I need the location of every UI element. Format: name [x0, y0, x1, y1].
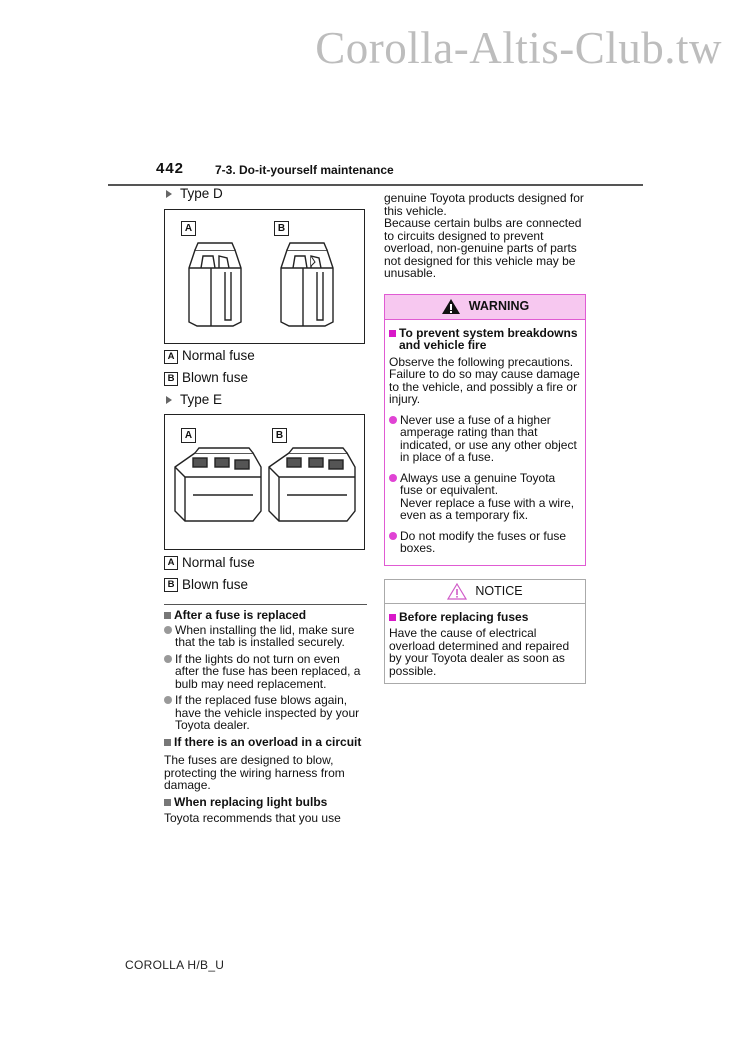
- circle-bullet-icon: [389, 474, 397, 482]
- continued-text: genuine Toyota products designed for this vehicle.: [384, 191, 584, 218]
- after-fuse-heading: After a fuse is replaced: [164, 609, 367, 622]
- notice-box: [384, 579, 586, 685]
- square-bullet-icon: [164, 739, 171, 746]
- warning-box: [384, 294, 586, 566]
- circle-bullet-icon: [389, 416, 397, 424]
- notice-body: [385, 604, 585, 684]
- label-a-box: A: [181, 428, 196, 443]
- notice-subtitle: Before replacing fuses: [389, 611, 581, 624]
- list-item: If the replaced fuse blows again, have the vehicle inspected by your Toyota dealer.: [164, 694, 367, 732]
- type-e-figure: [164, 414, 365, 550]
- warning-intro-1: Observe the following precautions.: [389, 354, 574, 369]
- bulbs-text: Toyota recommends that you use: [164, 811, 341, 825]
- circle-bullet-icon: [164, 626, 172, 634]
- right-column: [384, 192, 586, 684]
- overload-heading: If there is an overload in a circuit: [164, 736, 367, 749]
- warning-title: WARNING: [468, 299, 530, 314]
- overload-text: The fuses are designed to blow, protecting the wiring harness from damage.: [164, 753, 345, 792]
- list-item: Always use a genuine Toyota fuse or equivalent. Never replace a fuse with a wire, even as a temporary fix.: [389, 472, 581, 522]
- legend-normal-fuse: A Normal fuse: [164, 556, 367, 570]
- square-bullet-icon: [164, 612, 171, 619]
- list-item: If the lights do not turn on even after the fuse has been replaced, a bulb may need replacement.: [164, 653, 367, 691]
- label-b-box: B: [272, 428, 287, 443]
- list-item: When installing the lid, make sure that the tab is installed securely.: [164, 624, 367, 649]
- page-header: [108, 160, 643, 186]
- caution-triangle-icon: [447, 583, 467, 600]
- warning-subtitle: To prevent system breakdowns and vehicle fire: [389, 327, 581, 352]
- left-column: [164, 188, 367, 829]
- triangle-bullet-icon: [166, 190, 172, 198]
- circle-bullet-icon: [164, 696, 172, 704]
- warning-header: [385, 295, 585, 320]
- section-title: 7-3. Do-it-yourself maintenance: [215, 163, 394, 177]
- warning-body: [385, 320, 585, 565]
- label-a-box: A: [181, 221, 196, 236]
- list-item: Never use a fuse of a higher amperage rating than that indicated, or use any other object in place of a fuse.: [389, 414, 581, 464]
- divider: [164, 604, 367, 605]
- watermark: Corolla-Altis-Club.tw: [315, 23, 722, 73]
- warning-triangle-icon: [441, 298, 461, 315]
- square-bullet-icon: [164, 799, 171, 806]
- bulbs-heading: When replacing light bulbs: [164, 796, 367, 809]
- page-number: 442: [156, 160, 185, 177]
- bulbs-continued-text: Because certain bulbs are connected to circuits designed to prevent overload, non-genuine parts of parts not designed for this vehicle may be unusable.: [384, 216, 582, 280]
- square-bullet-icon: [389, 614, 396, 621]
- footer-model: COROLLA H/B_U: [125, 958, 225, 972]
- notice-text: Have the cause of electrical overload determined and repaired by your Toyota dealer as soon as possible.: [389, 626, 570, 678]
- type-d-heading: Type D: [164, 188, 367, 201]
- circle-bullet-icon: [164, 655, 172, 663]
- legend-blown-fuse: B Blown fuse: [164, 372, 367, 386]
- square-bullet-icon: [389, 330, 396, 337]
- label-b-box: B: [274, 221, 289, 236]
- legend-blown-fuse: B Blown fuse: [164, 578, 367, 592]
- type-e-heading: Type E: [164, 394, 367, 407]
- warning-intro-2: Failure to do so may cause damage to the vehicle, and possibly a fire or injury.: [389, 367, 580, 406]
- triangle-bullet-icon: [166, 396, 172, 404]
- list-item: Do not modify the fuses or fuse boxes.: [389, 530, 581, 555]
- type-d-figure: [164, 209, 365, 344]
- circle-bullet-icon: [389, 532, 397, 540]
- notice-header: [385, 580, 585, 604]
- legend-normal-fuse: A Normal fuse: [164, 350, 367, 364]
- notice-title: NOTICE: [475, 583, 523, 598]
